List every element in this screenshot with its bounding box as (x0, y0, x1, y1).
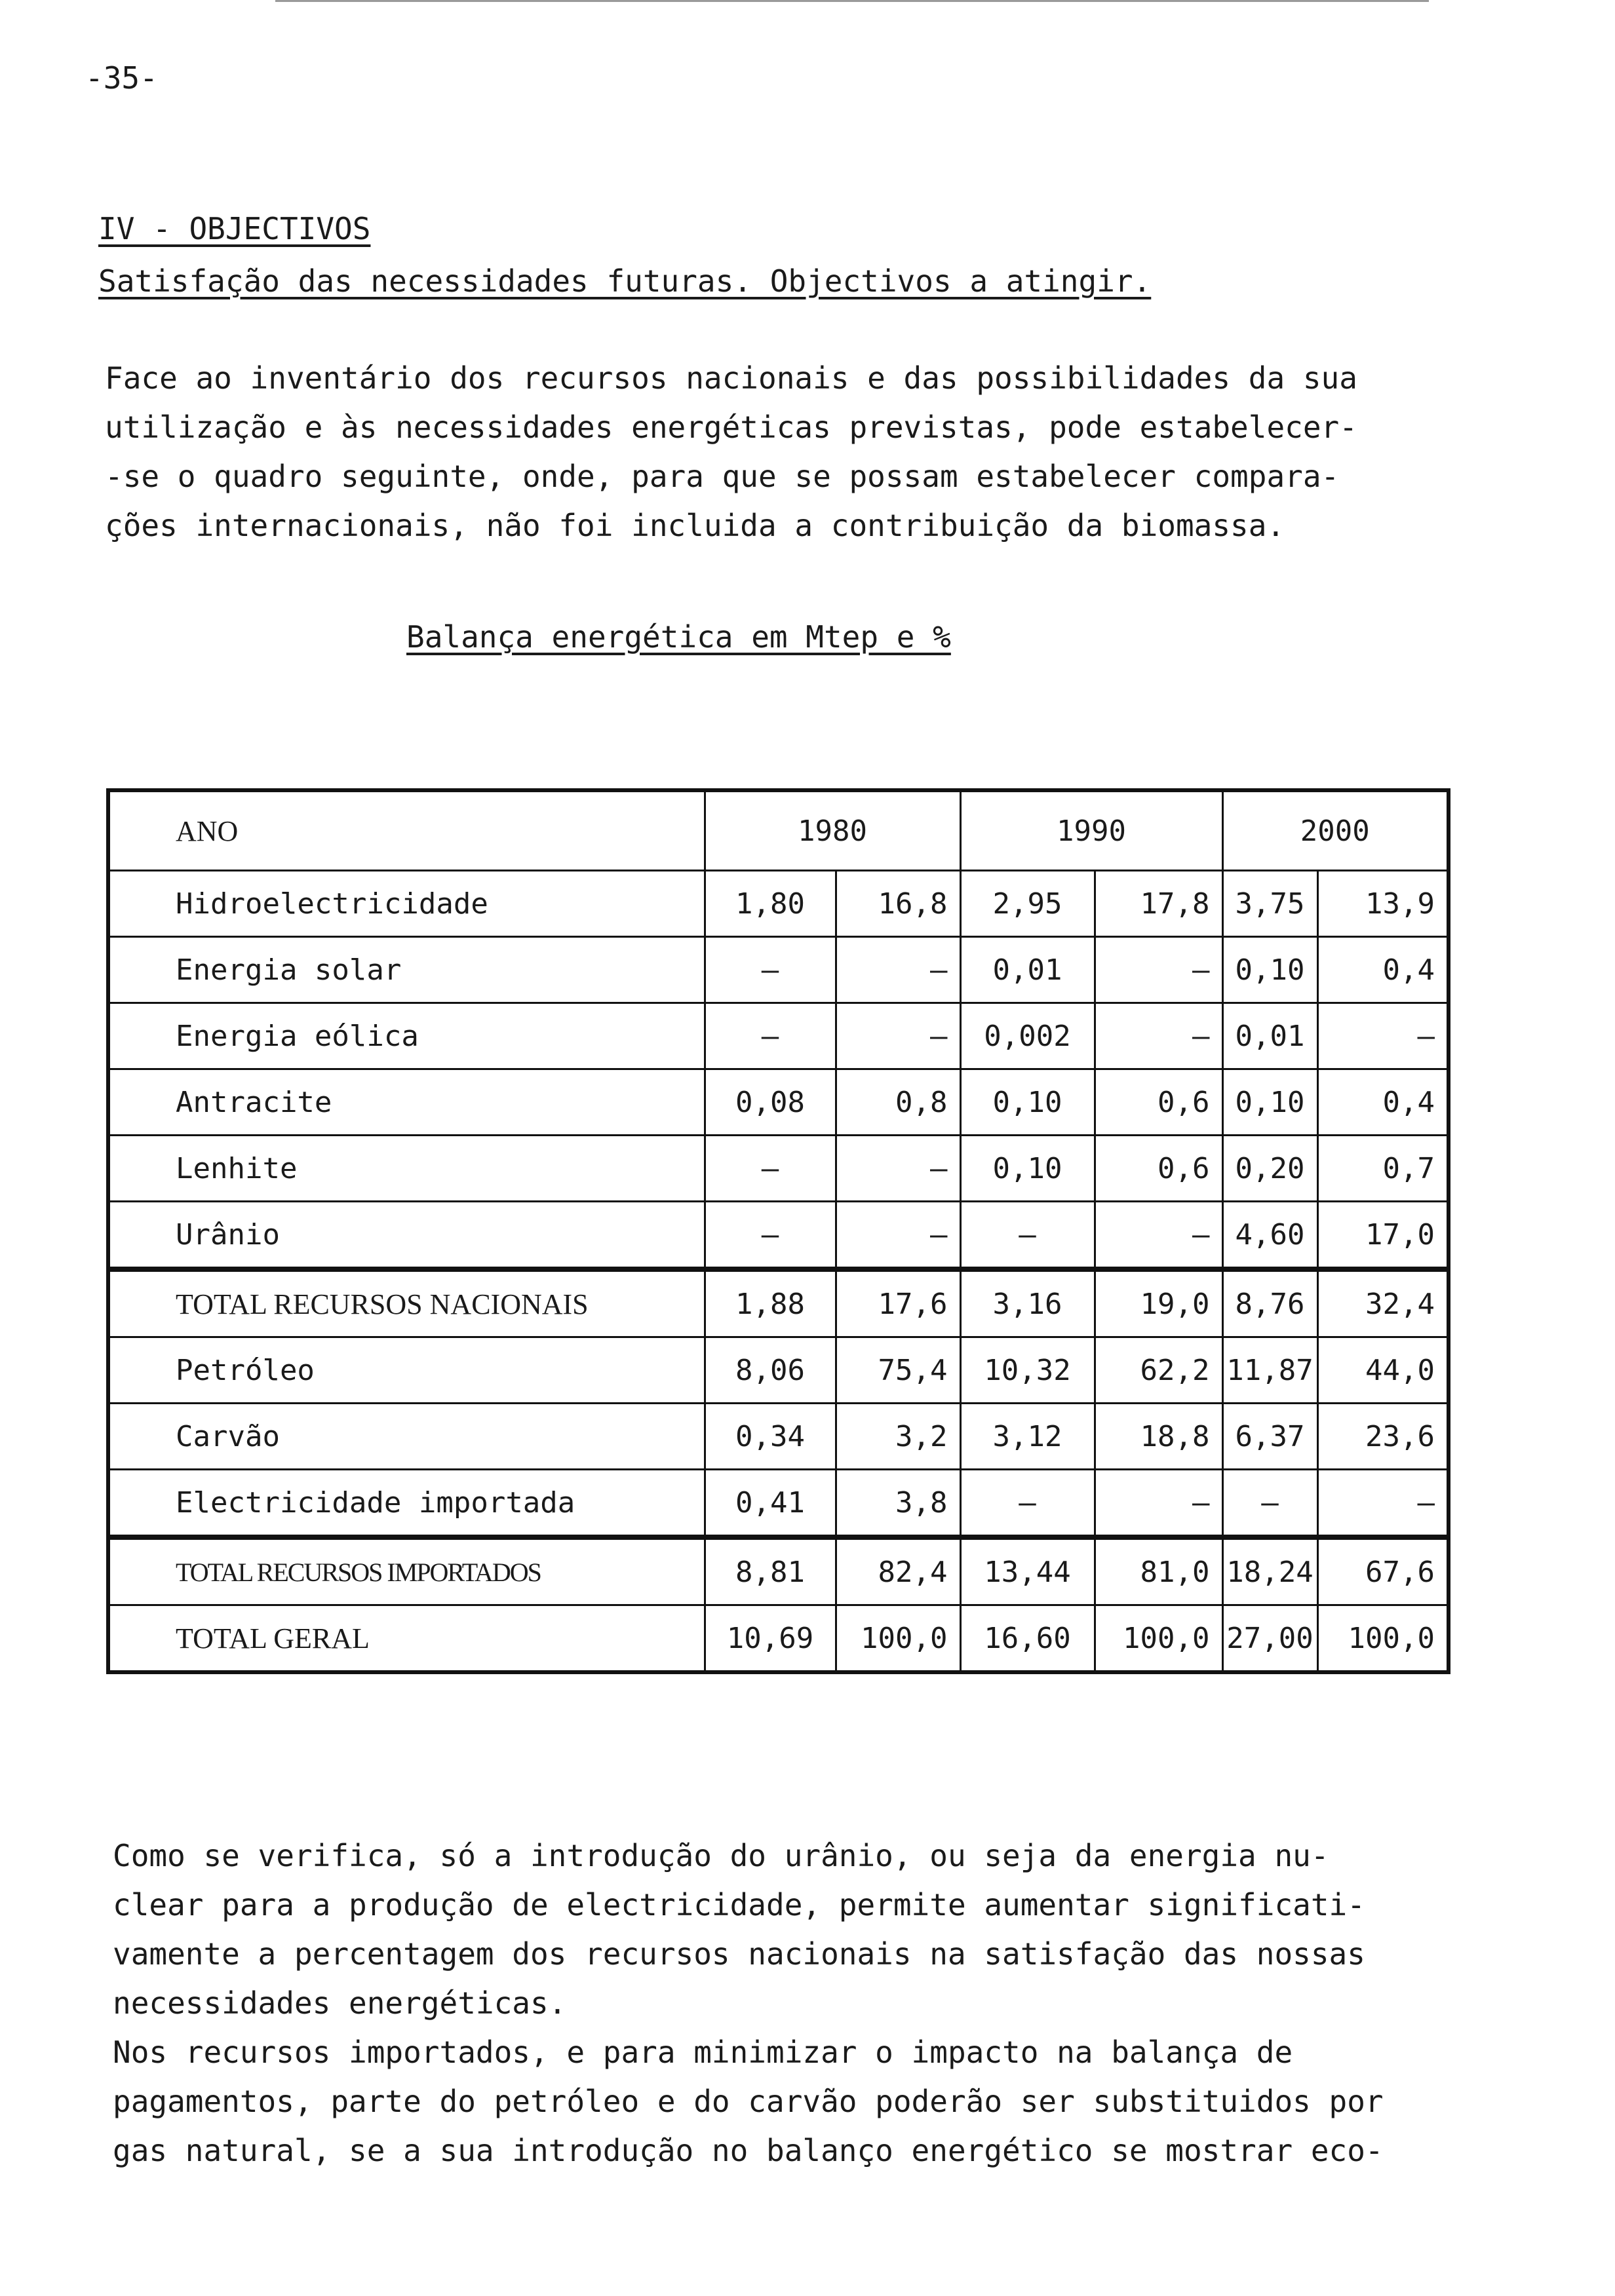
conclusion-line: Como se verifica, só a introdução do urânio, ou seja da energia nu- (113, 1838, 1329, 1873)
value-cell-mtep: 8,81 (705, 1537, 836, 1605)
table-row (108, 1537, 1449, 1605)
value-cell-mtep: 0,01 (1222, 1003, 1317, 1069)
row-label: TOTAL GERAL (108, 1605, 705, 1673)
value-cell-percent: — (836, 1202, 960, 1270)
value-cell-mtep: 6,37 (1222, 1404, 1317, 1470)
conclusion-line: pagamentos, parte do petróleo e do carvão poderão ser substituidos por (113, 2084, 1384, 2119)
value-cell-mtep: 18,24 (1222, 1537, 1317, 1605)
value-cell-mtep: 0,08 (705, 1069, 836, 1136)
value-cell-percent: 3,8 (836, 1470, 960, 1538)
value-cell-percent: 17,6 (836, 1269, 960, 1337)
value-cell-percent: — (1095, 1470, 1222, 1538)
header-year-1980: 1980 (705, 790, 960, 871)
conclusion-line: necessidades energéticas. (113, 1985, 567, 2021)
row-label: Urânio (108, 1202, 705, 1270)
table-row (108, 1337, 1449, 1404)
row-label: Antracite (108, 1069, 705, 1136)
value-cell-mtep: 10,69 (705, 1605, 836, 1673)
value-cell-mtep: — (960, 1470, 1095, 1538)
value-cell-percent: 100,0 (1095, 1605, 1222, 1673)
value-cell-mtep: 0,10 (1222, 1069, 1317, 1136)
value-cell-mtep: 0,20 (1222, 1136, 1317, 1202)
value-cell-mtep: 0,41 (705, 1470, 836, 1538)
value-cell-percent: 17,0 (1317, 1202, 1449, 1270)
value-cell-mtep: 3,12 (960, 1404, 1095, 1470)
value-cell-percent: 0,4 (1317, 937, 1449, 1003)
top-rule (275, 0, 1429, 2)
intro-line: -se o quadro seguinte, onde, para que se possam estabelecer compara- (105, 459, 1340, 494)
value-cell-mtep: — (705, 937, 836, 1003)
conclusion-line: gas natural, se a sua introdução no balanço energético se mostrar eco- (113, 2133, 1384, 2168)
header-year-2000: 2000 (1222, 790, 1449, 871)
row-label: TOTAL RECURSOS IMPORTADOS (108, 1537, 705, 1605)
value-cell-percent: 44,0 (1317, 1337, 1449, 1404)
value-cell-mtep: — (705, 1202, 836, 1270)
table-row (108, 1136, 1449, 1202)
value-cell-mtep: 4,60 (1222, 1202, 1317, 1270)
row-label: Hidroelectricidade (108, 871, 705, 937)
value-cell-percent: 75,4 (836, 1337, 960, 1404)
intro-line: utilização e às necessidades energéticas previstas, pode estabelecer- (105, 410, 1357, 445)
value-cell-percent: 32,4 (1317, 1269, 1449, 1337)
subheading: Satisfação das necessidades futuras. Objectivos a atingir. (98, 263, 1152, 299)
header-year-1990: 1990 (960, 790, 1222, 871)
value-cell-percent: — (1095, 1202, 1222, 1270)
value-cell-mtep: 0,34 (705, 1404, 836, 1470)
value-cell-percent: 0,7 (1317, 1136, 1449, 1202)
value-cell-percent: 0,4 (1317, 1069, 1449, 1136)
value-cell-percent: 13,9 (1317, 871, 1449, 937)
value-cell-percent: 67,6 (1317, 1537, 1449, 1605)
value-cell-percent: — (1317, 1003, 1449, 1069)
value-cell-mtep: — (705, 1003, 836, 1069)
row-label: Energia solar (108, 937, 705, 1003)
value-cell-percent: 82,4 (836, 1537, 960, 1605)
intro-line: ções internacionais, não foi incluida a contribuição da biomassa. (105, 508, 1285, 543)
value-cell-mtep: 10,32 (960, 1337, 1095, 1404)
value-cell-percent: — (1095, 1003, 1222, 1069)
table-row (108, 1404, 1449, 1470)
row-label: Lenhite (108, 1136, 705, 1202)
conclusion-line: clear para a produção de electricidade, permite aumentar significati- (113, 1887, 1365, 1923)
value-cell-mtep: 2,95 (960, 871, 1095, 937)
page-number: -35- (85, 60, 158, 96)
value-cell-percent: 3,2 (836, 1404, 960, 1470)
value-cell-mtep: 0,10 (960, 1136, 1095, 1202)
table-row (108, 1069, 1449, 1136)
conclusion-paragraph (113, 1831, 1515, 2175)
conclusion-line: vamente a percentagem dos recursos nacionais na satisfação das nossas (113, 1936, 1365, 1972)
value-cell-mtep: — (1222, 1470, 1317, 1538)
table-row (108, 1202, 1449, 1270)
value-cell-mtep: 0,01 (960, 937, 1095, 1003)
table-row (108, 1269, 1449, 1337)
value-cell-mtep: 3,16 (960, 1269, 1095, 1337)
row-label: Electricidade importada (108, 1470, 705, 1538)
table-row (108, 1605, 1449, 1673)
table-row (108, 1470, 1449, 1538)
value-cell-mtep: 0,002 (960, 1003, 1095, 1069)
value-cell-percent: 62,2 (1095, 1337, 1222, 1404)
value-cell-percent: 17,8 (1095, 871, 1222, 937)
value-cell-percent: 100,0 (836, 1605, 960, 1673)
value-cell-percent: — (836, 937, 960, 1003)
value-cell-percent: 16,8 (836, 871, 960, 937)
energy-balance-table (106, 788, 1450, 1674)
value-cell-percent: — (836, 1003, 960, 1069)
row-label: Carvão (108, 1404, 705, 1470)
value-cell-percent: 23,6 (1317, 1404, 1449, 1470)
value-cell-mtep: — (705, 1136, 836, 1202)
intro-paragraph (105, 354, 1508, 550)
value-cell-mtep: 13,44 (960, 1537, 1095, 1605)
value-cell-mtep: 3,75 (1222, 871, 1317, 937)
value-cell-percent: 0,6 (1095, 1069, 1222, 1136)
value-cell-mtep: 8,06 (705, 1337, 836, 1404)
table-row (108, 1003, 1449, 1069)
table-row (108, 871, 1449, 937)
row-label: Petróleo (108, 1337, 705, 1404)
value-cell-percent: 81,0 (1095, 1537, 1222, 1605)
section-heading: IV - OBJECTIVOS (98, 211, 371, 246)
value-cell-mtep: 1,80 (705, 871, 836, 937)
value-cell-percent: 19,0 (1095, 1269, 1222, 1337)
row-label: TOTAL RECURSOS NACIONAIS (108, 1269, 705, 1337)
table-header-row (108, 790, 1449, 871)
value-cell-mtep: 16,60 (960, 1605, 1095, 1673)
value-cell-percent: 0,8 (836, 1069, 960, 1136)
value-cell-mtep: 11,87 (1222, 1337, 1317, 1404)
value-cell-percent: — (1317, 1470, 1449, 1538)
table-row (108, 937, 1449, 1003)
value-cell-mtep: 27,00 (1222, 1605, 1317, 1673)
value-cell-mtep: 1,88 (705, 1269, 836, 1337)
intro-line: Face ao inventário dos recursos nacionais e das possibilidades da sua (105, 360, 1357, 396)
value-cell-mtep: — (960, 1202, 1095, 1270)
table-title: Balança energética em Mtep e % (406, 619, 951, 655)
value-cell-percent: — (1095, 937, 1222, 1003)
value-cell-percent: — (836, 1136, 960, 1202)
value-cell-percent: 100,0 (1317, 1605, 1449, 1673)
conclusion-line: Nos recursos importados, e para minimizar o impacto na balança de (113, 2035, 1293, 2070)
value-cell-mtep: 0,10 (960, 1069, 1095, 1136)
value-cell-percent: 18,8 (1095, 1404, 1222, 1470)
header-label: ANO (108, 790, 705, 871)
row-label: Energia eólica (108, 1003, 705, 1069)
value-cell-mtep: 8,76 (1222, 1269, 1317, 1337)
value-cell-mtep: 0,10 (1222, 937, 1317, 1003)
value-cell-percent: 0,6 (1095, 1136, 1222, 1202)
